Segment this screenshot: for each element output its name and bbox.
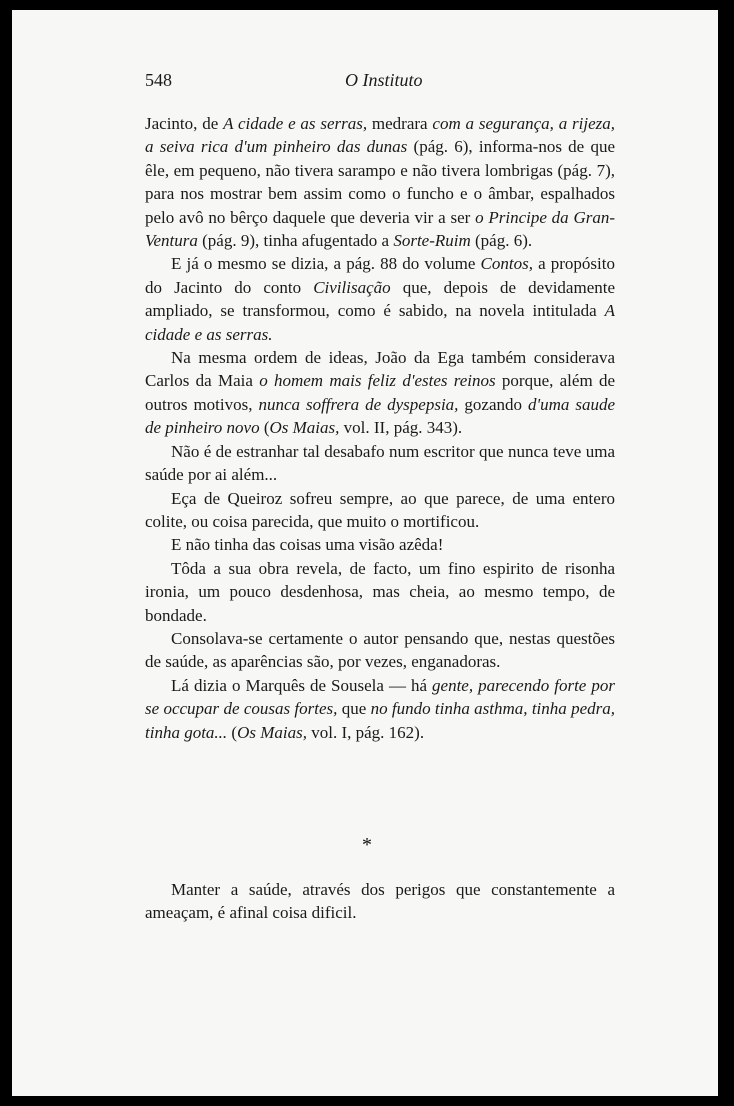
text-span: (pág. 6). bbox=[470, 231, 533, 251]
text-span: Eça de Queiroz sofreu sempre, ao que parece, de uma entero colite, ou coisa parecida, que muito o mortificou. bbox=[145, 488, 615, 531]
text-span: E não tinha das coisas uma visão azêda! bbox=[171, 535, 444, 555]
text-span: Na mesma ordem de ideas, João da Ega também considerava Carlos da Maia bbox=[145, 348, 615, 391]
text-span: (pág. 9), tinha afugentado a bbox=[197, 231, 394, 251]
section-divider: * bbox=[362, 834, 372, 856]
paragraph bbox=[145, 440, 615, 487]
italic-text: no fundo tinha asthma, tinha pedra, tinha gota... bbox=[145, 699, 615, 742]
italic-text: A cidade e as serras, bbox=[223, 114, 368, 133]
italic-text: com a segurança, a rijeza, a seiva rica d'um pinheiro das dunas bbox=[145, 114, 615, 157]
text-span: Não é de estranhar tal desabafo num escritor que nunca teve uma saúde por ai além... bbox=[145, 441, 615, 485]
text-span: que, depois de devidamente ampliado, se transformou, como é sabido, na novela intitulada bbox=[145, 277, 616, 321]
paragraph bbox=[145, 674, 615, 744]
italic-text: Os Maias, bbox=[269, 418, 340, 438]
paragraph bbox=[145, 533, 615, 556]
paragraph bbox=[145, 557, 615, 627]
paragraph bbox=[145, 346, 615, 440]
text-span: Lá dizia o Marquês de Sousela — há bbox=[171, 675, 433, 695]
italic-text: o homem mais feliz d'estes reinos bbox=[259, 371, 496, 391]
text-span: Tôda a sua obra revela, de facto, um fino espirito de risonha ironia, um pouco desdenhosa, mas cheia, ao mesmo tempo, de bondade. bbox=[145, 558, 615, 625]
text-span: ( bbox=[227, 722, 238, 742]
text-span: E já o mesmo se dizia, a pág. 88 do volume bbox=[171, 254, 481, 274]
text-span: gozando bbox=[458, 394, 528, 414]
paragraph bbox=[145, 112, 615, 252]
italic-text: gente, parecendo forte por se occupar de cousas fortes, bbox=[145, 675, 615, 719]
italic-text: Os Maias, bbox=[237, 722, 307, 742]
italic-text: Sorte-Ruim bbox=[393, 231, 471, 251]
italic-text: o Principe da Gran-Ventura bbox=[145, 207, 615, 251]
text-span: porque, além de outros motivos, bbox=[145, 371, 615, 414]
text-span: que bbox=[337, 699, 371, 719]
italic-text: Civilisação bbox=[313, 277, 391, 297]
text-span: Jacinto, de bbox=[145, 114, 224, 133]
text-span: Consolava-se certamente o autor pensando que, nestas questões de saúde, as aparências são, por vezes, enganadoras. bbox=[145, 628, 615, 672]
italic-text: d'uma saude de pinheiro novo bbox=[145, 394, 615, 438]
text-span: ( bbox=[259, 418, 270, 438]
closing-paragraph: Manter a saúde, através dos perigos que constantemente a ameaçam, é afinal coisa dificil. bbox=[145, 880, 615, 923]
page-number: 548 bbox=[145, 70, 172, 90]
paragraph bbox=[145, 487, 615, 534]
running-title: O Instituto bbox=[345, 70, 423, 90]
text-span: a propósito do Jacinto do conto bbox=[145, 254, 615, 297]
body-text bbox=[145, 112, 615, 744]
text-span: medrara bbox=[367, 114, 433, 133]
text-span: vol. II, pág. 343). bbox=[339, 418, 463, 438]
italic-text: Contos, bbox=[480, 254, 533, 274]
italic-text: nunca soffrera de dyspepsia, bbox=[258, 394, 459, 414]
italic-text: A cidade e as serras. bbox=[145, 301, 615, 344]
text-span: vol. I, pág. 162). bbox=[307, 722, 425, 742]
text-span: (pág. 6), informa-nos de que êle, em pequeno, não tivera sarampo e não tivera lombrigas (pág. 7), para nos mostrar bem assim como o funcho e o âmbar, espalhados pelo avô no bêrço daquele que deveria vir a ser bbox=[145, 137, 615, 227]
paragraph bbox=[145, 627, 615, 674]
paragraph bbox=[145, 252, 615, 346]
